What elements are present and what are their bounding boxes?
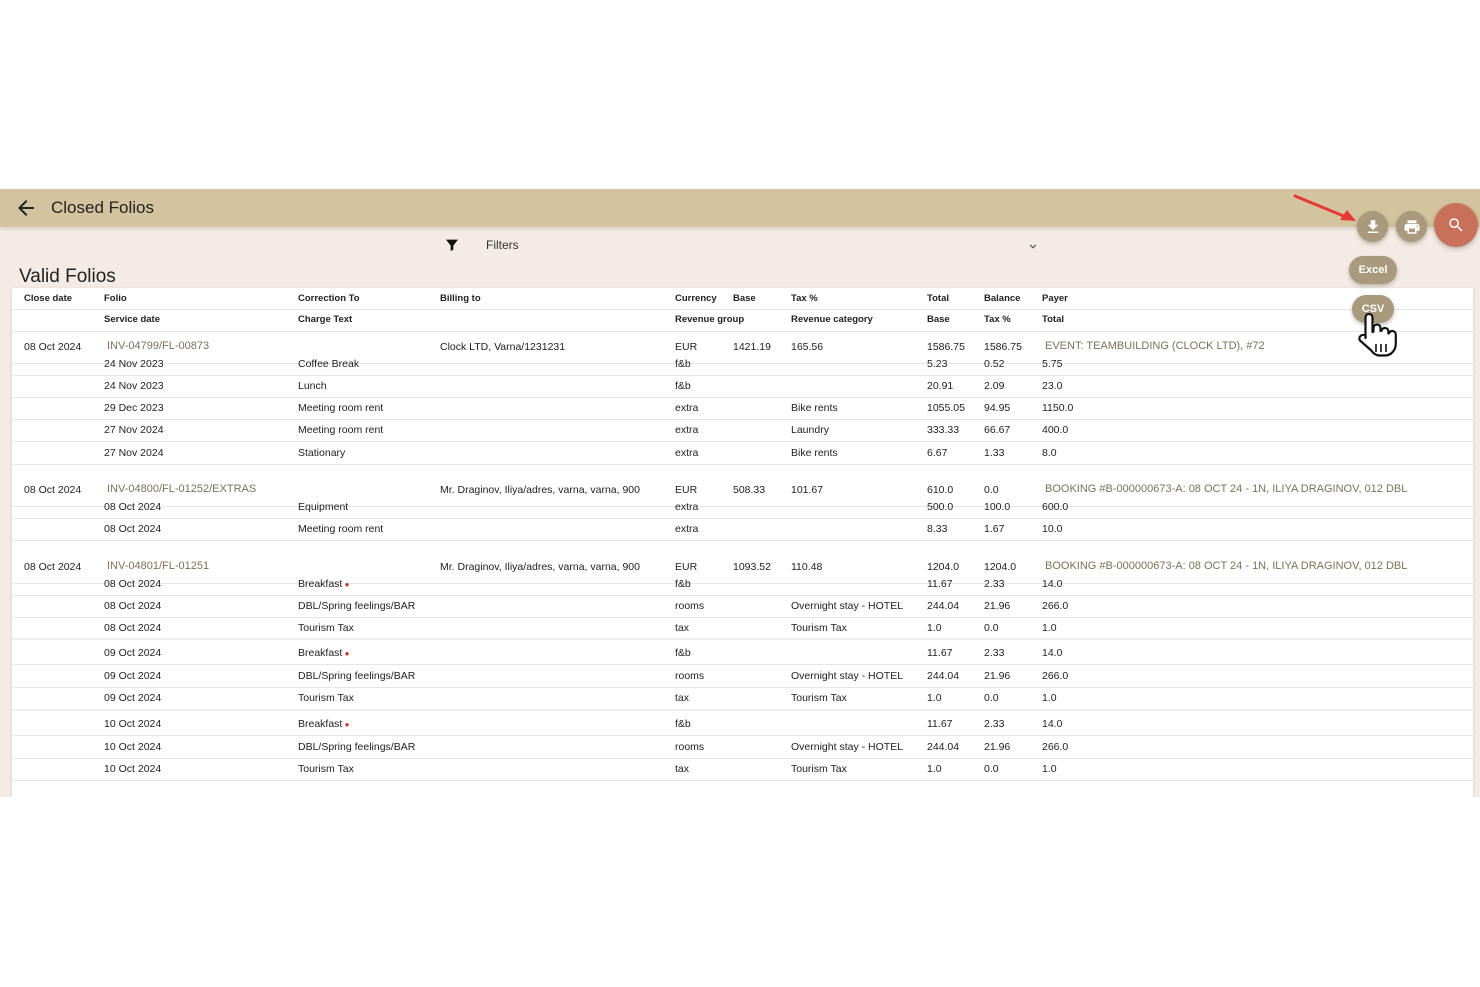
- charge-total: 14.0: [1042, 578, 1063, 590]
- page-title: Closed Folios: [51, 198, 154, 217]
- table-subheader-row: [12, 309, 1473, 332]
- revenue-group: rooms: [675, 670, 705, 682]
- charge-tax: 21.96: [984, 670, 1011, 682]
- service-date: 24 Nov 2023: [104, 358, 164, 370]
- charge-row: [12, 375, 1473, 398]
- currency: EUR: [675, 561, 698, 573]
- charge-row: [12, 713, 1473, 736]
- export-excel-button[interactable]: Excel: [1349, 256, 1397, 284]
- payer-link[interactable]: BOOKING #B-000000673-A: 08 OCT 24 - 1N, ILIYA DRAGINOV, 012 DBL: [1045, 560, 1408, 572]
- revenue-group: extra: [675, 523, 699, 535]
- charge-total: 266.0: [1042, 600, 1069, 612]
- charge-text: Tourism Tax: [298, 622, 354, 634]
- charge-tax: 0.0: [984, 692, 999, 704]
- charge-base: 333.33: [927, 424, 960, 436]
- charge-base: 244.04: [927, 600, 960, 612]
- charge-base: 244.04: [927, 741, 960, 753]
- charge-row: [12, 758, 1473, 781]
- row-separator: [12, 709, 1473, 711]
- charge-text: Breakfast ●: [298, 647, 350, 659]
- charge-total: 23.0: [1042, 380, 1063, 392]
- folio-tax: 165.56: [791, 341, 824, 353]
- charge-text: Breakfast ●: [298, 578, 350, 590]
- charge-text: Meeting room rent: [298, 523, 384, 535]
- chevron-down-icon[interactable]: [1026, 239, 1040, 253]
- payer-link[interactable]: EVENT: TEAMBUILDING (CLOCK LTD), #72: [1045, 340, 1265, 352]
- folio-tax: 101.67: [791, 484, 824, 496]
- charge-row: [12, 573, 1473, 596]
- charge-tax: 21.96: [984, 600, 1011, 612]
- folio-tax: 110.48: [791, 561, 823, 573]
- charge-tax: 2.33: [984, 647, 1005, 659]
- filter-icon: [444, 237, 460, 253]
- row-separator: [12, 638, 1473, 640]
- column-subheader: Revenue group: [675, 314, 745, 325]
- billing-to: Clock LTD, Varna/1231231: [440, 341, 566, 353]
- charge-base: 1.0: [927, 692, 942, 704]
- charge-total: 600.0: [1042, 501, 1069, 513]
- folio-balance: 0.0: [984, 484, 999, 496]
- revenue-group: f&b: [675, 578, 691, 590]
- service-date: 27 Nov 2024: [104, 424, 164, 436]
- charge-tax: 21.96: [984, 741, 1011, 753]
- revenue-category: Tourism Tax: [791, 622, 847, 634]
- charge-text: Tourism Tax: [298, 763, 354, 775]
- download-icon: [1364, 218, 1382, 236]
- charge-total: 1.0: [1042, 692, 1057, 704]
- revenue-group: rooms: [675, 741, 705, 753]
- charge-base: 244.04: [927, 670, 960, 682]
- folio-balance: 1586.75: [984, 341, 1022, 353]
- folio-balance: 1204.0: [984, 561, 1017, 573]
- column-header: Base: [733, 293, 756, 304]
- charge-row: [12, 442, 1473, 465]
- revenue-group: extra: [675, 501, 699, 513]
- column-header: Folio: [104, 293, 127, 304]
- charge-row: [12, 518, 1473, 541]
- charge-base: 1.0: [927, 763, 942, 775]
- charge-row: [12, 736, 1473, 759]
- revenue-group: rooms: [675, 600, 705, 612]
- service-date: 08 Oct 2024: [104, 523, 162, 535]
- charge-total: 14.0: [1042, 718, 1063, 730]
- download-button[interactable]: [1357, 211, 1388, 242]
- charge-tax: 0.0: [984, 622, 999, 634]
- charge-tax: 2.09: [984, 380, 1005, 392]
- folio-link[interactable]: INV-04800/FL-01252/EXTRAS: [107, 483, 257, 495]
- charge-base: 8.33: [927, 523, 948, 535]
- column-header: Currency: [675, 293, 717, 304]
- charge-tax: 0.52: [984, 358, 1005, 370]
- charge-text: DBL/Spring feelings/BAR: [298, 670, 416, 682]
- section-title: Valid Folios: [19, 266, 116, 287]
- charge-total: 10.0: [1042, 523, 1063, 535]
- revenue-group: tax: [675, 622, 690, 634]
- charge-base: 6.67: [927, 447, 948, 459]
- folio-total: 1586.75: [927, 341, 965, 353]
- folio-link[interactable]: INV-04799/FL-00873: [107, 340, 210, 352]
- service-date: 10 Oct 2024: [104, 718, 162, 730]
- charge-total: 8.0: [1042, 447, 1057, 459]
- service-date: 09 Oct 2024: [104, 670, 162, 682]
- export-csv-button[interactable]: CSV: [1352, 295, 1394, 323]
- charge-tax: 1.33: [984, 447, 1005, 459]
- charge-base: 11.67: [927, 578, 953, 590]
- column-header: Close date: [24, 293, 73, 304]
- close-date: 08 Oct 2024: [24, 484, 82, 496]
- folio-total: 610.0: [927, 484, 954, 496]
- service-date: 08 Oct 2024: [104, 578, 162, 590]
- revenue-category: Overnight stay - HOTEL: [791, 600, 904, 612]
- revenue-category: Bike rents: [791, 402, 838, 414]
- revenue-category: Bike rents: [791, 447, 838, 459]
- charge-base: 1.0: [927, 622, 942, 634]
- service-date: 09 Oct 2024: [104, 692, 162, 704]
- revenue-group: f&b: [675, 358, 691, 370]
- app-window: [0, 189, 1480, 797]
- currency: EUR: [675, 341, 698, 353]
- charge-base: 1055.05: [927, 402, 965, 414]
- service-date: 24 Nov 2023: [104, 380, 164, 392]
- charge-text: Tourism Tax: [298, 692, 354, 704]
- folio-total: 1204.0: [927, 561, 960, 573]
- column-header: Billing to: [440, 293, 481, 304]
- charge-row: [12, 617, 1473, 640]
- charge-tax: 2.33: [984, 578, 1005, 590]
- charge-text: Coffee Break: [298, 358, 360, 370]
- revenue-category: Laundry: [791, 424, 829, 436]
- billing-to: Mr. Draginov, Iliya/adres, varna, varna, 900: [440, 561, 640, 573]
- column-subheader: Tax %: [984, 314, 1011, 325]
- folio-base: 1093.52: [733, 561, 771, 573]
- charge-text: DBL/Spring feelings/BAR: [298, 600, 416, 612]
- revenue-group: tax: [675, 692, 690, 704]
- charge-tax: 100.0: [984, 501, 1011, 513]
- print-button[interactable]: [1396, 211, 1427, 242]
- charge-tax: 2.33: [984, 718, 1005, 730]
- print-icon: [1403, 218, 1421, 236]
- charge-base: 11.67: [927, 647, 953, 659]
- revenue-group: f&b: [675, 647, 691, 659]
- column-subheader: Service date: [104, 314, 160, 325]
- flag-icon: ●: [342, 580, 350, 589]
- service-date: 08 Oct 2024: [104, 600, 162, 612]
- back-arrow-icon[interactable]: [14, 196, 38, 220]
- folio-base: 1421.19: [733, 341, 771, 353]
- filters-bar[interactable]: [444, 235, 1044, 255]
- revenue-group: tax: [675, 763, 690, 775]
- filters-label: Filters: [486, 238, 519, 252]
- charge-total: 266.0: [1042, 670, 1069, 682]
- column-subheader: Charge Text: [298, 314, 353, 325]
- charge-row: [12, 419, 1473, 442]
- charge-row: [12, 642, 1473, 665]
- search-icon: [1447, 216, 1465, 234]
- revenue-category: Overnight stay - HOTEL: [791, 741, 904, 753]
- flag-icon: ●: [342, 720, 350, 729]
- folio-link[interactable]: INV-04801/FL-01251: [107, 560, 210, 572]
- annotation-arrow: [1292, 193, 1358, 223]
- charge-base: 5.23: [927, 358, 948, 370]
- column-header: Total: [927, 293, 949, 304]
- charge-base: 20.91: [927, 380, 954, 392]
- charge-tax: 94.95: [984, 402, 1011, 414]
- charge-total: 14.0: [1042, 647, 1063, 659]
- column-header: Balance: [984, 293, 1021, 304]
- column-subheader: Revenue category: [791, 314, 873, 325]
- search-button[interactable]: [1434, 203, 1478, 247]
- top-app-bar: [0, 189, 1480, 227]
- charge-row: [12, 353, 1473, 376]
- column-header: Correction To: [298, 293, 360, 304]
- charge-row: [12, 687, 1473, 710]
- charge-tax: 66.67: [984, 424, 1011, 436]
- revenue-group: f&b: [675, 718, 691, 730]
- charge-tax: 1.67: [984, 523, 1005, 535]
- service-date: 27 Nov 2024: [104, 447, 164, 459]
- charge-total: 1.0: [1042, 763, 1057, 775]
- charge-row: [12, 397, 1473, 420]
- payer-link[interactable]: BOOKING #B-000000673-A: 08 OCT 24 - 1N, ILIYA DRAGINOV, 012 DBL: [1045, 483, 1408, 495]
- revenue-category: Overnight stay - HOTEL: [791, 670, 904, 682]
- charge-text: Lunch: [298, 380, 327, 392]
- folios-table: [12, 288, 1473, 797]
- charge-text: Breakfast ●: [298, 718, 350, 730]
- revenue-category: Tourism Tax: [791, 763, 847, 775]
- column-header: Tax %: [791, 293, 818, 304]
- service-date: 10 Oct 2024: [104, 763, 162, 775]
- flag-icon: ●: [342, 649, 350, 658]
- charge-row: [12, 665, 1473, 688]
- charge-text: Meeting room rent: [298, 424, 384, 436]
- service-date: 29 Dec 2023: [104, 402, 164, 414]
- column-subheader: Total: [1042, 314, 1064, 325]
- charge-total: 266.0: [1042, 741, 1069, 753]
- close-date: 08 Oct 2024: [24, 561, 82, 573]
- service-date: 08 Oct 2024: [104, 501, 162, 513]
- revenue-category: Tourism Tax: [791, 692, 847, 704]
- charge-text: Equipment: [298, 501, 349, 513]
- charge-total: 5.75: [1042, 358, 1063, 370]
- column-subheader: Base: [927, 314, 950, 325]
- table-header-row: [12, 288, 1473, 310]
- revenue-group: extra: [675, 447, 699, 459]
- hand-pointer-icon: [1355, 310, 1399, 360]
- billing-to: Mr. Draginov, Iliya/adres, varna, varna, 900: [440, 484, 640, 496]
- charge-tax: 0.0: [984, 763, 999, 775]
- currency: EUR: [675, 484, 698, 496]
- close-date: 08 Oct 2024: [24, 341, 82, 353]
- charge-base: 500.0: [927, 501, 954, 513]
- service-date: 08 Oct 2024: [104, 622, 162, 634]
- charge-text: Stationary: [298, 447, 346, 459]
- charge-text: Meeting room rent: [298, 402, 384, 414]
- revenue-group: extra: [675, 402, 699, 414]
- revenue-group: f&b: [675, 380, 691, 392]
- folio-base: 508.33: [733, 484, 766, 496]
- charge-total: 1.0: [1042, 622, 1057, 634]
- revenue-group: extra: [675, 424, 699, 436]
- service-date: 09 Oct 2024: [104, 647, 162, 659]
- column-header: Payer: [1042, 293, 1068, 304]
- charge-row: [12, 595, 1473, 618]
- charge-row: [12, 496, 1473, 519]
- charge-base: 11.67: [927, 718, 953, 730]
- charge-total: 400.0: [1042, 424, 1069, 436]
- charge-total: 1150.0: [1042, 402, 1074, 414]
- service-date: 10 Oct 2024: [104, 741, 162, 753]
- charge-text: DBL/Spring feelings/BAR: [298, 741, 416, 753]
